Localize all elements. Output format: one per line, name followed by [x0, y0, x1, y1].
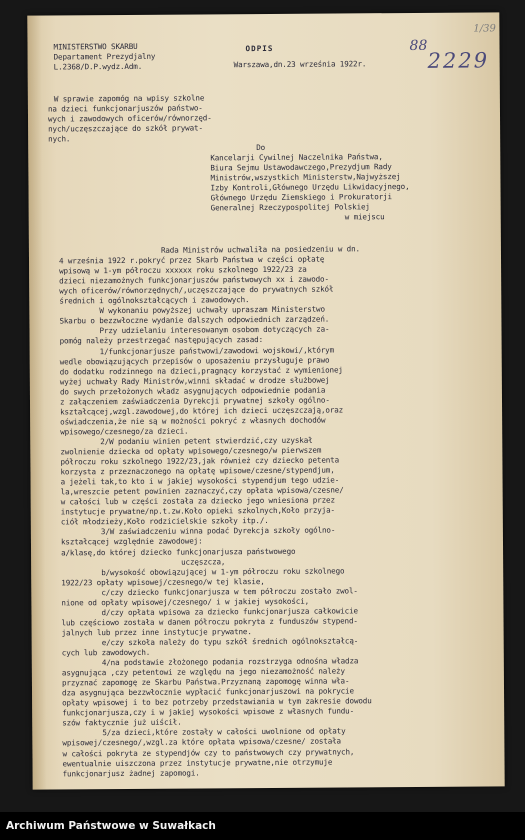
- body-line: la,wreszcie petent powinien zaznaczyć,czy opłata wpisowa/czesne/: [60, 485, 344, 497]
- body-line: wedle obowiązujących przepisów o uposażeniu przysługuje prawo: [59, 355, 330, 366]
- body-line: w całości pokryta ze stypendjów czy to państwowych czy prywatnych,: [62, 746, 355, 758]
- body-line: Rada Ministrów uchwaliła na posiedzeniu w dn.: [160, 244, 360, 255]
- subject-line: na dzieci funkcjonarjuszów państwo-: [47, 103, 203, 114]
- body-line: 3/W zaświadczeniu winna podać Dyrekcja szkoły ogólno-: [100, 525, 336, 537]
- body-line: asygnująca ,czy petentowi ze względu na jego niezamożność należy: [61, 666, 345, 678]
- body-line: wych oficerów/równorzędnych/,uczęszczające do prywatnych szkół: [59, 284, 334, 296]
- body-line: do dodatku rodzinnego na dzieci,pragnący korzystać z wymienionej: [59, 365, 343, 377]
- copy-label: ODPIS: [245, 43, 274, 54]
- department-name: Departament Prezydjalny: [53, 51, 156, 62]
- body-line: wpisowej/czesnego/,wzgl.za które opłata wpisowa/czesne/ została: [62, 736, 341, 748]
- body-line: 4 września 1922 r.pokryć przez Skarb Państwa w części opłatę: [58, 254, 325, 266]
- body-line: Przy udzielaniu interesowanym osobom dotyczących za-: [99, 324, 330, 336]
- handwritten-number-main: 2229: [427, 48, 490, 73]
- body-line: a/klasę,do której dziecko funkcjonarjusza państwowego: [61, 546, 296, 557]
- subject-line: W sprawie zapomóg na wpisy szkolne: [53, 93, 205, 104]
- body-line: W wykonaniu powyższej uchwały upraszam Ministerstwo: [99, 304, 325, 316]
- body-line: funkcjonarjusza,czy i w jakiej wysokości wpisowe z własnych fundu-: [62, 706, 355, 718]
- addressee-line: Izby Kontroli,Głównego Urzędu Likwidacyjnego,: [210, 181, 410, 193]
- subject-line: nych/uczęszczające do szkół prywat-: [48, 123, 203, 134]
- document-page: [27, 12, 504, 789]
- body-line: d/czy opłata wpisowa za dziecko funkcjonarjusza całkowicie: [101, 606, 358, 617]
- archive-label: Archiwum Państwowe w Suwałkach: [6, 820, 216, 832]
- body-line: opłaty wpisowej i to bez potrzeby przedstawiania w tym zakresie dowodu: [62, 696, 372, 708]
- body-line: dza asygnująca bezzwłocznie wypłacić funkcjonarjuszowi na pokrycie: [62, 686, 354, 698]
- body-line: wyżej uchwały Rady Ministrów,winni składać w drodze służbowej: [59, 375, 330, 387]
- body-line: 5/za dzieci,które zostały w całości uwolnione od opłaty: [102, 726, 346, 738]
- body-line: 1/funkcjonarjusze państwowi/zawodowi wojskowi/,którym: [99, 345, 335, 356]
- body-line: oświadczenia,że nie są w możności pokryć z własnych dochodów: [60, 415, 326, 427]
- body-line: kształcącej względnie zawodowej:: [60, 536, 203, 547]
- body-line: a jeżeli tak,to kto i w jakiej wysokości stypendjum tego udzie-: [60, 475, 340, 487]
- body-line: z załączeniem zaświadczenia Dyrekcji prywatnej szkoły ogólno-: [59, 395, 330, 407]
- addressee-line: w miejscu: [344, 212, 385, 222]
- handwritten-corner-note: 1/39: [473, 23, 496, 35]
- body-line: 2/W podaniu winien petent stwierdzić,czy uzyskał: [100, 435, 313, 447]
- body-line: instytucje prywatne/np.t.zw.Koło opieki szkolnych,Koło przyja-: [60, 505, 335, 517]
- body-line: 4/na podstawie złożonego podania rozstrzyga odnośna władza: [101, 656, 359, 668]
- body-line: pomóg należy przestrzegać następujących zasad:: [59, 335, 264, 346]
- body-line: b/wysokość obowiązującej w 1-ym półroczu roku szkolnego: [101, 566, 345, 577]
- body-line: jalnych lub przez inne instytucje prywatne.: [61, 626, 252, 638]
- subject-line: wych i zawodowych oficerów/równorzęd-: [47, 113, 212, 124]
- body-line: wpisową w 1-ym półroczu xxxxxx roku szkolnego 1922/23 za: [59, 264, 307, 276]
- body-line: cych lub zawodowych.: [61, 647, 151, 658]
- body-line: ewentualnie uiszczona przez instytucje prywatne,nie otrzymuje: [62, 757, 333, 768]
- body-line: szów faktycznie już uiścił.: [62, 717, 182, 728]
- body-line: średnich i ogólnokształcących i zawodowych.: [59, 295, 250, 306]
- addressee-line: Ministrów,wszystkich Ministerstw,Najwyższej: [210, 172, 401, 183]
- body-line: e/czy szkoła należy do typu szkół średnich ogólnokształcą-: [101, 636, 359, 648]
- ministry-name: MINISTERSTWO SKARBU: [53, 41, 138, 52]
- archive-footer: [0, 812, 525, 840]
- body-line: nione od opłaty wpisowej/czesnego/ i w jakiej wysokości,: [61, 596, 310, 608]
- body-line: przyznać zapomogę ze Skarbu Państwa.Przyznaną zapomogę winna wła-: [61, 676, 350, 688]
- body-line: kształcącej,wzgl.zawodowej,do której ich dzieci uczęszczają,oraz: [60, 405, 344, 417]
- body-line: Skarbu o bezzwłoczne wydanie dalszych odpowiednich zarządzeń.: [59, 314, 330, 326]
- addressee-line: Biura Sejmu Ustawodawczego,Prezydjum Rady: [210, 162, 392, 173]
- body-line: w całości lub w części została za dziecko jego wniesiona przez: [60, 495, 335, 507]
- body-line: wpisowego/czesnego/za dzieci.: [60, 426, 189, 437]
- body-line: do swych przełożonych władz asygnujących odpowiednie podania: [59, 385, 326, 397]
- body-line: korzysta z przeznaczonego na opłatę wpisowe/czesne/stypendjum,: [60, 465, 335, 477]
- handwritten-number-top: 88: [409, 37, 428, 54]
- addressee-line: Generalnej Rzeczypospolitej Polskiej: [210, 202, 370, 213]
- body-line: zwolnienie dziecka od opłaty wpisowego/czesnego/w pierwszem: [60, 445, 322, 457]
- place-date: Warszawa,dn.23 września 1922r.: [233, 59, 367, 70]
- body-line: 1922/23 opłaty wpisowej/czesnego/w tej klasie,: [61, 576, 265, 588]
- body-line: uczęszcza,: [181, 556, 226, 567]
- reference-number: L.2368/D.P.wydz.Adm.: [53, 61, 143, 72]
- body-line: funkcjonarjusz żadnej zapomogi.: [62, 768, 200, 779]
- addressee-line: Do: [256, 143, 266, 153]
- addressee-line: Kancelarji Cywilnej Naczelnika Państwa,: [210, 152, 383, 163]
- addressee-line: Głównego Urzędu Ziemskiego i Prokuratorji: [210, 192, 392, 203]
- body-line: dzieci niezamożnych funkcjonarjuszów państwowych xx i zawodo-: [59, 274, 329, 286]
- body-line: półroczu roku szkolnego 1922/23,jak również czy dziecko petenta: [60, 455, 340, 467]
- body-line: ciół młodzieży,Koło rodzicielskie szkoły itp./.: [60, 516, 269, 527]
- body-line: lub częściowo została w danem półroczu pokryta z funduszów stypend-: [61, 616, 358, 628]
- body-line: c/czy dziecko funkcjonarjusza w tem półroczu zostało zwol-: [101, 586, 358, 597]
- subject-line: nych.: [48, 134, 71, 144]
